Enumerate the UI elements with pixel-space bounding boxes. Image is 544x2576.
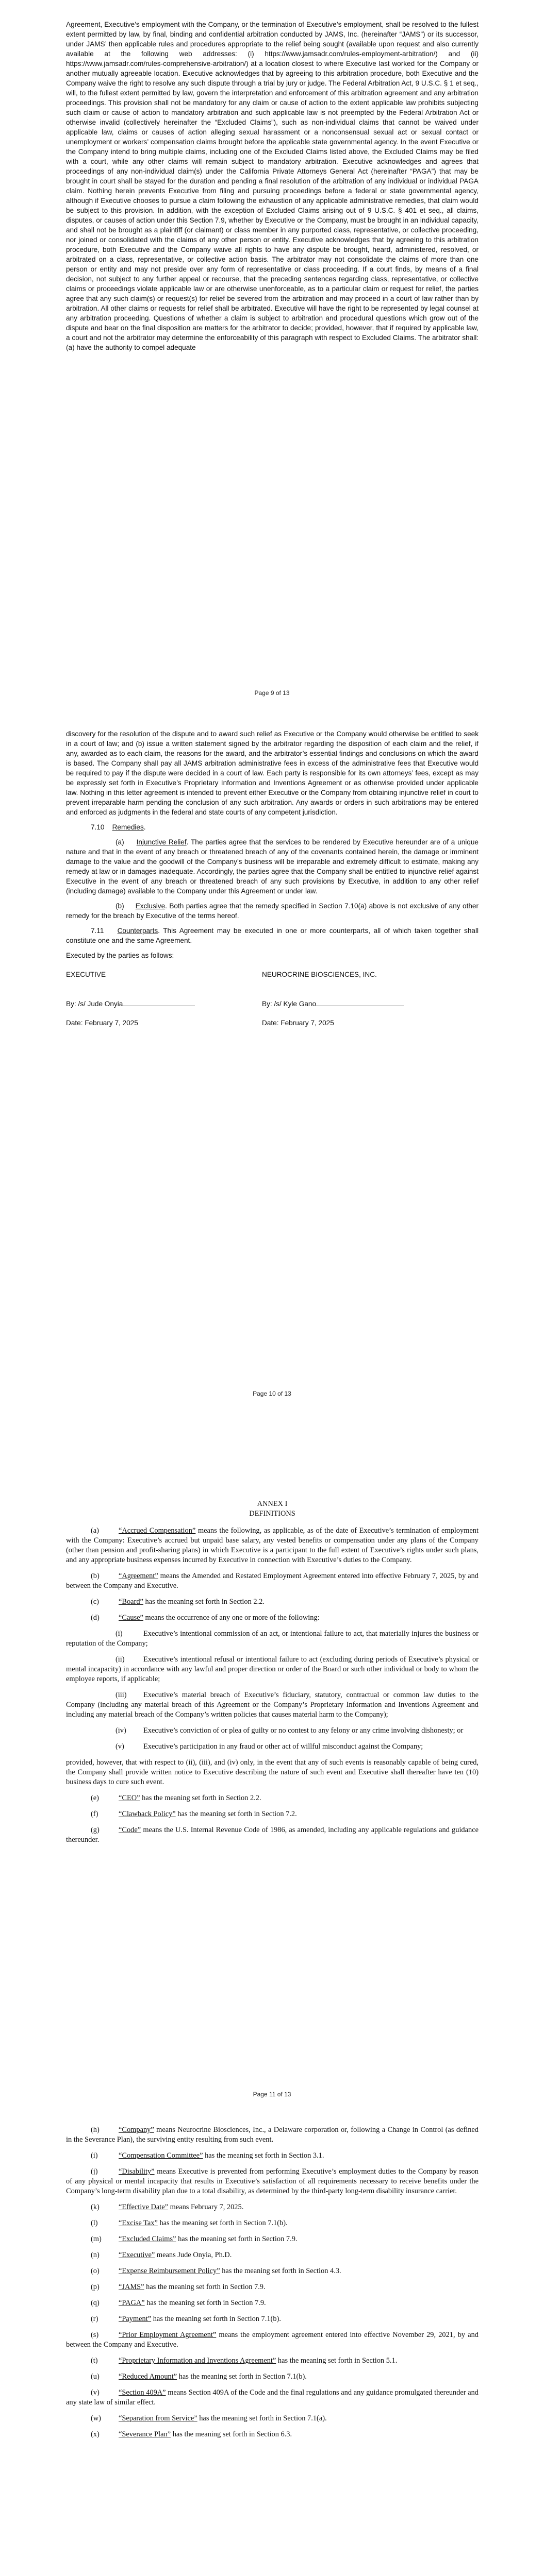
definition-q: (q) “PAGA” has the meaning set forth in Section 7.9. bbox=[91, 2299, 266, 2307]
section-7-11 bbox=[66, 926, 479, 945]
section-7-10-b bbox=[66, 901, 479, 921]
defined-term: “JAMS” bbox=[119, 2283, 144, 2291]
signature-left bbox=[66, 970, 252, 1028]
page-9-body bbox=[66, 20, 479, 358]
page-number: Page 9 of 13 bbox=[254, 689, 290, 697]
definition-o: (o) “Expense Reimbursement Policy” has the meaning set forth in Section 4.3. bbox=[91, 2267, 341, 2275]
subsection-text: . The parties agree that the services to be rendered by Executive hereunder are of a unique nature and that in the event of any breach or threatened breach of any of the covenants contained herein, the damage or imminent damage to the value and the goodwill of the Company’s business will be irreparable and extremely difficult to estimate, making any remedy at law or in damages inadequate. Accordingly, the parties agree that the Company shall be entitled to injunctive relief against Executive in the event of any breach or threatened breach of any such provisions by Executive, in addition to any other relief (including damage) available to the Company under this Agreement or under law. bbox=[66, 838, 479, 895]
party-name: EXECUTIVE bbox=[66, 971, 106, 978]
section-title: Counterparts bbox=[117, 927, 158, 935]
defined-term: “Board” bbox=[119, 1598, 143, 1606]
annex-heading: ANNEX I bbox=[257, 1500, 288, 1508]
definition-e: (e) “CEO” has the meaning set forth in Section 2.2. bbox=[91, 1794, 261, 1802]
defined-term: “Company” bbox=[119, 2126, 154, 2134]
definition-i: (i) “Compensation Committee” has the meaning set forth in Section 3.1. bbox=[91, 2151, 324, 2160]
definition-h: (h) “Company” means Neurocrine Biosciences, Inc., a Delaware corporation or, following a Change in Control (as defined in the Severance Plan), the surviving entity resulting from such event. bbox=[66, 2126, 479, 2144]
signature-by: By: /s/ Jude Onyia bbox=[66, 1000, 123, 1008]
cause-item-iv: (iv) Executive’s conviction of or plea of guilty or no contest to any felony or any crime involving dishonesty; or bbox=[116, 1726, 464, 1735]
document-page-12 bbox=[0, 2110, 544, 2576]
signature-by: By: /s/ Kyle Gano bbox=[262, 1000, 317, 1008]
cause-proviso: provided, however, that with respect to (ii), (iii), and (iv) only, in the event that any of such events is reasonably capable of being cured, the Company shall provide written notice to Executive describing the nature of such event and Executive shall thereafter have ten (10) business days to cure such event. bbox=[66, 1758, 479, 1786]
definitions-heading: DEFINITIONS bbox=[249, 1510, 295, 1518]
definition-w: (w) “Separation from Service” has the meaning set forth in Section 7.1(a). bbox=[91, 2414, 327, 2422]
section-7-10-a bbox=[66, 837, 479, 896]
section-7-10-heading: 7.10 Remedies. bbox=[91, 823, 146, 831]
definition-v: (v) “Section 409A” means Section 409A of the Code and the final regulations and any guidance promulgated thereunder and any state law of similar effect. bbox=[66, 2388, 479, 2406]
page-number: Page 10 of 13 bbox=[253, 1390, 291, 1397]
defined-term: “Payment” bbox=[119, 2315, 152, 2323]
definition-k: (k) “Effective Date” means February 7, 2025. bbox=[91, 2203, 244, 2211]
defined-term: “Excise Tax” bbox=[119, 2219, 158, 2227]
document-page-10 bbox=[0, 703, 544, 1406]
defined-term: “Disability” bbox=[119, 2167, 155, 2176]
cause-item-ii: (ii) Executive’s intentional refusal or intentional failure to act (excluding during periods of Executive’s physical or mental incapacity) in accordance with any lawful and proper direction or order of the Board or such other individual or body to whom the employee reports, if applicable; bbox=[66, 1655, 479, 1683]
signature-right bbox=[262, 970, 479, 1028]
subsection-title: Exclusive bbox=[135, 902, 166, 910]
page-number: Page 11 of 13 bbox=[253, 2091, 291, 2098]
defined-term: “Cause” bbox=[119, 1614, 143, 1622]
page-11-body bbox=[66, 1499, 479, 1851]
defined-term: “Severance Plan” bbox=[119, 2430, 171, 2438]
section-number: 7.11 bbox=[91, 927, 104, 935]
defined-term: “Clawback Policy” bbox=[119, 1810, 176, 1818]
definition-m: (m) “Excluded Claims” has the meaning set forth in Section 7.9. bbox=[91, 2235, 298, 2243]
page-10-body bbox=[66, 729, 479, 1028]
document-page-9 bbox=[0, 0, 544, 703]
definition-d: (d) “Cause” means the occurrence of any one or more of the following: bbox=[91, 1614, 320, 1622]
definition-b: (b) “Agreement” means the Amended and Restated Employment Agreement entered into effective February 7, 2025, by and between the Company and Executive. bbox=[66, 1572, 479, 1590]
definition-c: (c) “Board” has the meaning set forth in Section 2.2. bbox=[91, 1598, 265, 1606]
definition-l: (l) “Excise Tax” has the meaning set forth in Section 7.1(b). bbox=[91, 2219, 288, 2227]
signature-date: Date: February 7, 2025 bbox=[262, 1019, 334, 1027]
defined-term: “Compensation Committee” bbox=[119, 2151, 203, 2160]
subsection-label: (a) bbox=[116, 838, 124, 846]
definition-n: (n) “Executive” means Jude Onyia, Ph.D. bbox=[91, 2251, 232, 2259]
arbitration-continuation-paragraph: discovery for the resolution of the dispute and to award such relief as Executive or the Company would otherwise be entitled to seek in a court of law; and (b) issue a written statement signed by the arbitrator regarding the disposition of each claim and the relief, if any, awarded as to each claim, the reasons for the award, and the arbitrator’s essential findings and conclusions on which the award is based. The Company shall pay all JAMS arbitration administrative fees in excess of the administrative fees that Executive would be required to pay if the dispute were decided in a court of law. Each party is responsible for its own attorneys’ fees, except as may be expressly set forth in Executive’s Proprietary Information and Inventions Agreement or as otherwise provided under applicable law. Nothing in this letter agreement is intended to prevent either Executive or the Company from obtaining injunctive relief in court to prevent irreparable harm pending the conclusion of any such arbitration. Any awards or orders in such arbitrations may be entered and enforced as judgments in the federal and state courts of any competent jurisdiction. bbox=[66, 730, 479, 816]
definition-f: (f) “Clawback Policy” has the meaning set forth in Section 7.2. bbox=[91, 1810, 297, 1818]
cause-item-iii: (iii) Executive’s material breach of Executive’s fiduciary, statutory, contractual or common law duties to the Company (including any material breach of this Agreement or the Company’s Proprietary Information and Inventions Agreement and including any material breach of the Company’s written policies that causes material harm to the Company); bbox=[66, 1691, 479, 1719]
defined-term: “Effective Date” bbox=[119, 2203, 169, 2211]
defined-term: “Accrued Compensation” bbox=[119, 1527, 196, 1535]
definition-s: (s) “Prior Employment Agreement” means the employment agreement entered into effective November 29, 2021, by and between the Company and Executive. bbox=[66, 2331, 479, 2349]
subsection-text: . Both parties agree that the remedy specified in Section 7.10(a) above is not exclusive of any other remedy for the breach by Executive of the terms hereof. bbox=[66, 902, 479, 920]
section-text: . This Agreement may be executed in one or more counterparts, all of which taken together shall constitute one and the same Agreement. bbox=[66, 927, 479, 944]
definition-x: (x) “Severance Plan” has the meaning set forth in Section 6.3. bbox=[91, 2430, 292, 2438]
definition-j: (j) “Disability” means Executive is prevented from performing Executive’s employment duties to the Company by reason of any physical or mental incapacity that results in Executive’s satisfaction of all requirements necessary to receive benefits under the Company’s long-term disability plan due to a total disability, as determined by the third-party long-term disability insurance carrier. bbox=[66, 2167, 479, 2195]
definition-u: (u) “Reduced Amount” has the meaning set forth in Section 7.1(b). bbox=[91, 2372, 307, 2381]
section-title: Remedies bbox=[112, 823, 144, 831]
page-12-body bbox=[66, 2125, 479, 2446]
defined-term: “Executive” bbox=[119, 2251, 155, 2259]
arbitration-paragraph: Agreement, Executive’s employment with the Company, or the termination of Executive’s employment, shall be resolved to the fullest extent permitted by law, by final, binding and confidential arbitration conducted by JAMS, Inc. (hereinafter “JAMS”) or its successor, under JAMS’ then applicable rules and procedures appropriate to the relief being sought (available upon request and also currently available at the following web addresses: (i) https://www.jamsadr.com/rules-employment-arbitration/) and (ii) https://www.jamsadr.com/rules-comprehensive-arbitration/) at a location closest to where Executive last worked for the Company or another mutually agreeable location. Executive acknowledges that by agreeing to this arbitration procedure, both Executive and the Company waive the right to resolve any such dispute through a trial by jury or judge. The Federal Arbitration Act, 9 U.S.C. § 1 et seq., will, to the fullest extent permitted by law, govern the interpretation and enforcement of this arbitration agreement and any arbitration proceedings. This provision shall not be mandatory for any claim or cause of action to the extent applicable law prohibits subjecting such claim or cause of action to mandatory arbitration and such applicable law is not preempted by the Federal Arbitration Act or otherwise invalid (collectively hereinafter the “Excluded Claims”), such as non-individual claims that cannot be waived under applicable law, claims or causes of action alleging sexual harassment or a nonconsensual sexual act or sexual contact or unemployment or workers’ compensation claims brought before the applicable state governmental agency. In the event Executive or the Company intend to bring multiple claims, including one of the Excluded Claims listed above, the Excluded Claims may be filed with a court, while any other claims will remain subject to mandatory arbitration. Executive acknowledges and agrees that proceedings of any non-individual claim(s) under the California Private Attorneys General Act (hereinafter “PAGA”) that may be brought in court shall be stayed for the duration and pending a final resolution of the arbitration of any individual or individual PAGA claim. Nothing herein prevents Executive from filing and pursuing proceedings before a federal or state governmental agency, although if Executive chooses to pursue a claim following the exhaustion of any applicable administrative remedies, that claim would be subject to this provision. In addition, with the exception of Excluded Claims arising out of 9 U.S.C. § 401 et seq., all claims, disputes, or causes of action under this Section 7.9, whether by Executive or the Company, must be brought in an individual capacity, and shall not be brought as a plaintiff (or claimant) or class member in any purported class, representative, or collective proceeding, nor joined or consolidated with the claims of any other person or entity. Executive acknowledges that by agreeing to this arbitration procedure, both Executive and the Company waive all rights to have any dispute be brought, heard, administered, resolved, or arbitrated on a class, representative, or collective action basis. The arbitrator may not consolidate the claims of more than one person or entity and may not preside over any form of representative or class proceeding. If a court finds, by means of a final decision, not subject to any further appeal or recourse, that the preceding sentences regarding class, representative, or collective claims or proceedings violate applicable law or are otherwise unenforceable, as to a particular claim or request for relief, the parties agree that any such claim(s) or request(s) for relief be severed from the arbitration and may proceed in a court of law rather than by arbitration. All other claims or requests for relief shall be arbitrated. Executive will have the right to be represented by legal counsel at any arbitration proceeding. Questions of whether a claim is subject to arbitration and procedural questions which grow out of the dispute and bear on the final disposition are matters for the arbitrator to decide; provided, however, that if required by applicable law, a court and not the arbitrator may determine the enforceability of this paragraph with respect to Excluded Claims. The arbitrator shall: (a) have the authority to compel adequate bbox=[66, 21, 479, 351]
defined-term: “PAGA” bbox=[119, 2299, 145, 2307]
subsection-title: Injunctive Relief bbox=[136, 838, 187, 846]
cause-item-i: (i) Executive’s intentional commission of an act, or intentional failure to act, that materially injures the business or reputation of the Company; bbox=[66, 1630, 479, 1648]
defined-term: “Expense Reimbursement Policy” bbox=[119, 2267, 220, 2275]
definition-r: (r) “Payment” has the meaning set forth in Section 7.1(b). bbox=[91, 2315, 281, 2323]
defined-term: “Proprietary Information and Inventions Agreement” bbox=[119, 2357, 276, 2365]
executed-statement: Executed by the parties as follows: bbox=[66, 952, 174, 959]
defined-term: “Excluded Claims” bbox=[119, 2235, 176, 2243]
definition-a: (a) “Accrued Compensation” means the following, as applicable, as of the date of Executive’s termination of employment with the Company: Executive’s accrued but unpaid base salary, any vested benefits or compensation under any plans of the Company (other than pension and profit-sharing plans) in which Executive is a participant to the full extent of Executive’s rights under such plans, and any appropriate business expenses incurred by Executive in connection with Executive’s duties to the Company. bbox=[66, 1527, 479, 1564]
defined-term: “Agreement” bbox=[119, 1572, 158, 1580]
definition-t: (t) “Proprietary Information and Inventions Agreement” has the meaning set forth in Section 5.1. bbox=[91, 2357, 398, 2365]
defined-term: “Section 409A” bbox=[119, 2388, 166, 2397]
cause-item-v: (v) Executive’s participation in any fraud or other act of willful misconduct against the Company; bbox=[116, 1742, 423, 1751]
defined-term: “CEO” bbox=[119, 1794, 140, 1802]
party-name: NEUROCRINE BIOSCIENCES, INC. bbox=[262, 971, 377, 978]
subsection-label: (b) bbox=[116, 902, 124, 910]
defined-term: “Prior Employment Agreement” bbox=[119, 2331, 217, 2339]
section-number: 7.10 bbox=[91, 823, 105, 831]
signature-date: Date: February 7, 2025 bbox=[66, 1019, 138, 1027]
document-page-11 bbox=[0, 1406, 544, 2110]
defined-term: “Separation from Service” bbox=[119, 2414, 197, 2422]
signature-block bbox=[66, 970, 479, 1028]
definition-p: (p) “JAMS” has the meaning set forth in Section 7.9. bbox=[91, 2283, 266, 2291]
defined-term: “Reduced Amount” bbox=[119, 2372, 177, 2381]
defined-term: “Code” bbox=[119, 1826, 141, 1834]
definition-g: (g) “Code” means the U.S. Internal Revenue Code of 1986, as amended, including any applicable regulations and guidance thereunder. bbox=[66, 1826, 479, 1844]
